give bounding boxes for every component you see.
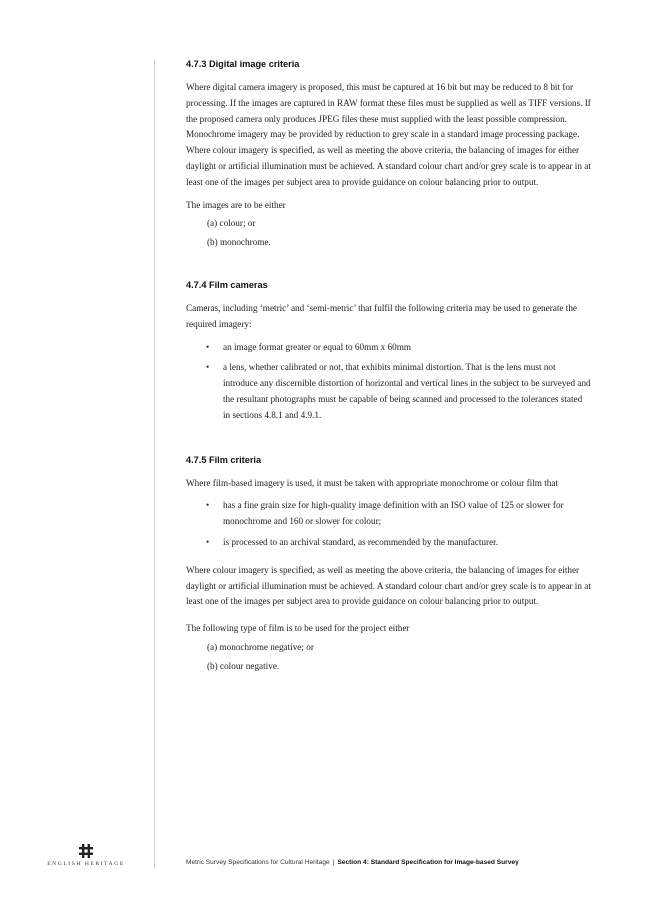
option-item: (b) monochrome. — [207, 237, 271, 248]
list-item — [186, 360, 591, 423]
paragraph: Where film-based imagery is used, it must be taken with appropriate monochrome or colour film that — [186, 477, 558, 488]
footer-document-title: Metric Survey Specifications for Cultural Heritage — [186, 859, 330, 866]
paragraph: The following type of film is to be used for the project either — [186, 623, 410, 634]
bullet-list — [186, 340, 591, 424]
list-item — [186, 340, 591, 356]
section-heading-4-7-3: 4.7.3 Digital image criteria — [186, 59, 300, 69]
bullet-icon: • — [206, 341, 210, 352]
list-item-text: an image format greater or equal to 60mm x 60mm — [223, 341, 412, 352]
english-heritage-logo — [46, 844, 126, 867]
footer-section-title: Section 4: Standard Specification for Image-based Survey — [337, 859, 519, 866]
bullet-icon: • — [206, 536, 210, 547]
bullet-icon: • — [206, 500, 210, 511]
list-item — [186, 498, 591, 530]
section-heading-4-7-4: 4.7.4 Film cameras — [186, 279, 268, 290]
page-content — [186, 59, 591, 678]
margin-rule — [154, 60, 155, 868]
page-footer — [186, 859, 519, 866]
list-item-text: is processed to an archival standard, as recommended by the manufacturer. — [223, 536, 499, 547]
list-item-text: a lens, whether calibrated or not, that exhibits minimal distortion. That is the lens must not introduce any discernible distortion of horizontal and vertical lines in the subject to be surveyed and the resultant photographs must be capable of being scanned and processed to the tolerances stated in sections 4.8.1 and 4.9.1. — [223, 362, 591, 420]
heritage-emblem-icon — [79, 844, 93, 858]
option-item: (a) colour; or — [207, 218, 256, 229]
paragraph: Where colour imagery is specified, as well as meeting the above criteria, the balancing of images for either daylight or artificial illumination must be achieved. A standard colour chart and/or grey scale is to appear in at least one of the images per subject area to provide guidance on colour balancing prior to output. — [186, 564, 591, 607]
paragraph: Cameras, including ‘metric’ and ‘semi-metric’ that fulfil the following criteria may be used to generate the required imagery: — [186, 302, 578, 329]
logo-wordmark: ENGLISH HERITAGE — [47, 861, 125, 867]
list-item — [186, 535, 591, 551]
bullet-icon: • — [206, 362, 210, 373]
option-item: (b) colour negative. — [207, 660, 280, 671]
option-item: (a) monochrome negative; or — [207, 641, 314, 652]
spacer — [186, 429, 591, 455]
paragraph: The images are to be either — [186, 199, 286, 210]
footer-separator: | — [332, 859, 335, 866]
paragraph: Where digital camera imagery is proposed, this must be captured at 16 bit but may be reduced to 8 bit for processing. If the images are captured in RAW format these files must be supplied as well as TIFF versions. If the proposed camera only produces JPEG files these must supplied with the least possible compression. Monochrome imagery may be provided by reduction to grey scale in a standard image processing package. Where colour imagery is specified, as well as meeting the above criteria, the balancing of images for either daylight or artificial illumination must be achieved. A standard colour chart and/or grey scale is to appear in at least one of the images per subject area to provide guidance on colour balancing prior to output. — [186, 82, 591, 187]
bullet-list — [186, 498, 591, 550]
list-item-text: has a fine grain size for high-quality image definition with an ISO value of 125 or slower for monochrome and 160 or slower for colour; — [223, 500, 564, 527]
section-heading-4-7-5: 4.7.5 Film criteria — [186, 454, 262, 465]
spacer — [186, 254, 591, 280]
